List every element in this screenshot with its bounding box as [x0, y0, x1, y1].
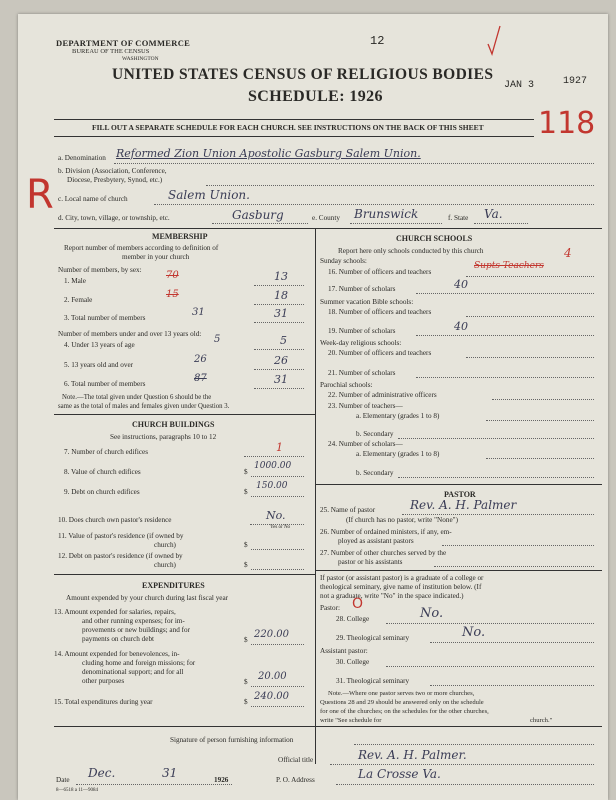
q9-line — [251, 496, 304, 497]
date-month: Dec. — [88, 766, 116, 780]
q3-struck: 31 — [192, 307, 205, 318]
q5-line — [254, 369, 304, 370]
division-line — [206, 185, 594, 186]
graduate-text-2: theological seminary, give name of institution below. (If — [320, 583, 482, 591]
q16-label: 16. Number of officers and teachers — [328, 268, 432, 276]
q14-label-4: other purposes — [82, 677, 125, 685]
state-value: Va. — [484, 207, 503, 221]
q26-label-2: ployed as assistant pastors — [338, 537, 414, 545]
q25-hint: (If church has no pastor, write "None") — [346, 516, 458, 524]
pastor-note: Note.—Where one pastor serves two or more churches, — [328, 690, 475, 697]
membership-note-2: same as the total of males and females given under Question 3. — [58, 403, 230, 410]
q21-line — [416, 377, 594, 378]
q24b-label: b. Secondary — [356, 469, 394, 477]
county-line — [350, 223, 442, 224]
membership-intro: Report number of members according to definition of — [64, 244, 219, 252]
date-day: 31 — [162, 766, 178, 780]
q13-dollar: $ — [244, 636, 248, 644]
schedule-title: SCHEDULE: 1926 — [248, 88, 383, 105]
membership-note: Note.—The total given under Question 6 should be the — [62, 394, 212, 401]
city-town-line — [212, 223, 308, 224]
vacation-schools-label: Summer vacation Bible schools: — [320, 298, 414, 306]
city-town-label: d. City, town, village, or township, etc. — [58, 214, 170, 222]
q28-value: No. — [420, 606, 444, 621]
q6-value: 31 — [274, 373, 288, 386]
q17-label: 17. Number of scholars — [328, 285, 396, 293]
q23-label: 23. Number of teachers— — [328, 402, 403, 410]
q16-line — [466, 276, 594, 277]
q3-value: 31 — [274, 307, 288, 320]
q16-value: Supts Teachers — [474, 261, 544, 271]
buildings-title: CHURCH BUILDINGS — [132, 420, 215, 429]
q13-label-4: payments on church debt — [82, 635, 155, 643]
date-year: 1926 — [214, 776, 229, 784]
assistant-pastor-label: Assistant pastor: — [320, 647, 368, 655]
schools-title: CHURCH SCHOOLS — [396, 234, 473, 243]
check-mark-icon — [484, 22, 504, 62]
q15-value: 240.00 — [254, 691, 289, 702]
age-heading: Number of members under and over 13 years old: — [58, 330, 202, 338]
q19-label: 19. Number of scholars — [328, 327, 396, 335]
po-address-value: La Crosse Va. — [358, 767, 441, 781]
q12-line — [251, 569, 304, 570]
form-code: 8—6518 a 11—9084 — [56, 788, 99, 793]
q13-label-3: provements or new buildings; and for — [82, 626, 190, 634]
expenditures-intro: Amount expended by your church during last fiscal year — [66, 594, 229, 602]
q30-label: 30. College — [336, 658, 370, 666]
q4-value: 5 — [280, 334, 287, 347]
q4-struck: 5 — [214, 334, 221, 345]
q5-label: 5. 13 years old and over — [64, 361, 134, 369]
q26-label: 26. Number of ordained ministers, if any, em- — [320, 528, 452, 536]
q11-label: 11. Value of pastor's residence (if owned by — [58, 532, 184, 540]
q15-line — [251, 706, 304, 707]
denomination-value: Reformed Zion Union Apostolic Gasburg Salem Union. — [116, 147, 421, 160]
q14-label-3: denominational support; and for all — [82, 668, 184, 676]
q28-label: 28. College — [336, 615, 370, 623]
q29-line — [430, 642, 594, 643]
q6-struck: 87 — [194, 373, 207, 384]
q24-label: 24. Number of scholars— — [328, 440, 403, 448]
q27-label-2: pastor or his assistants — [338, 558, 403, 566]
division-label: b. Division (Association, Conference, — [58, 167, 167, 175]
date-label: Date — [56, 776, 70, 784]
q21-label: 21. Number of scholars — [328, 369, 396, 377]
q9-dollar: $ — [244, 488, 248, 496]
q1-label: 1. Male — [64, 277, 86, 285]
pastor-sub-label: Pastor: — [320, 604, 340, 612]
county-value: Brunswick — [354, 207, 419, 221]
q30-line — [386, 666, 594, 667]
membership-intro-2: member in your church — [122, 253, 190, 261]
q1-struck: 70 — [166, 270, 179, 281]
q23b-label: b. Secondary — [356, 430, 394, 438]
pastor-note-5: church." — [530, 717, 553, 724]
q29-value: No. — [462, 625, 486, 640]
q4-label: 4. Under 13 years of age — [64, 341, 135, 349]
bureau-label: BUREAU OF THE CENSUS — [72, 48, 150, 55]
q7-value: 1 — [276, 441, 283, 454]
pastor-top-rule — [315, 484, 602, 485]
signature-label: Signature of person furnishing information — [170, 736, 294, 744]
q10-label: 10. Does church own pastor's residence — [58, 516, 172, 524]
q14-label-2: cluding home and foreign missions; for — [82, 659, 196, 667]
q22-label: 22. Number of administrative officers — [328, 391, 437, 399]
q19-value: 40 — [454, 320, 468, 333]
q2-value: 18 — [274, 289, 288, 302]
local-name-label: c. Local name of church — [58, 195, 128, 203]
q29-label: 29. Theological seminary — [336, 634, 410, 642]
q23a-label: a. Elementary (grades 1 to 8) — [356, 412, 440, 420]
po-address-line — [336, 784, 594, 785]
q13-line — [251, 644, 304, 645]
q27-line — [434, 566, 594, 567]
q25-value: Rev. A. H. Palmer — [410, 498, 517, 512]
division-label-2: Diocese, Presbytery, Synod, etc.) — [67, 176, 163, 184]
q6-line — [254, 388, 304, 389]
denomination-label: a. Denomination — [58, 154, 106, 162]
q15-label: 15. Total expenditures during year — [54, 698, 153, 706]
q1-line — [254, 285, 304, 286]
table-top-rule — [54, 228, 602, 229]
q13-value: 220.00 — [254, 629, 289, 640]
q31-line — [430, 685, 594, 686]
q25-line — [402, 514, 594, 515]
expenditures-top-rule — [54, 574, 315, 575]
q8-label: 8. Value of church edifices — [64, 468, 141, 476]
q14-line — [251, 686, 304, 687]
q24a-label: a. Elementary (grades 1 to 8) — [356, 450, 440, 458]
q25-label: 25. Name of pastor — [320, 506, 376, 514]
q5-struck: 26 — [194, 354, 207, 365]
q10-hint: Yes or No — [270, 525, 291, 530]
q13-label: 13. Amount expended for salaries, repairs, — [54, 608, 176, 616]
q4-line — [254, 349, 304, 350]
date-line — [76, 784, 232, 785]
q11-line — [251, 549, 304, 550]
by-sex-label: Number of members, by sex: — [58, 266, 142, 274]
q18-line — [466, 316, 594, 317]
q12-label-2: church) — [154, 561, 176, 569]
instruction-divider — [54, 136, 534, 137]
signature-line — [354, 744, 594, 745]
official-title-line — [330, 764, 594, 765]
q10-value: No. — [266, 509, 286, 522]
po-address-label: P. O. Address — [276, 776, 315, 784]
q15-dollar: $ — [244, 698, 248, 706]
q20-label: 20. Number of officers and teachers — [328, 349, 432, 357]
q14-value: 20.00 — [258, 671, 287, 682]
q19-line — [416, 335, 594, 336]
q8-line — [251, 476, 304, 477]
q18-label: 18. Number of officers and teachers — [328, 308, 432, 316]
q17-line — [416, 293, 594, 294]
sunday-schools-label: Sunday schools: — [320, 257, 367, 265]
received-date-stamp: JAN 3 — [504, 80, 535, 91]
q12-dollar: $ — [244, 561, 248, 569]
q1-value: 13 — [274, 270, 288, 283]
q3-line — [254, 322, 304, 323]
membership-title: MEMBERSHIP — [152, 232, 208, 241]
graduate-text-3: not a graduate, write "No" in the space indicated.) — [320, 592, 464, 600]
graduate-top-rule — [315, 570, 602, 571]
q23a-line — [486, 420, 594, 421]
department-label: DEPARTMENT OF COMMERCE — [56, 38, 191, 48]
state-line — [474, 223, 528, 224]
column-divider — [315, 228, 316, 764]
city-label: WASHINGTON — [122, 56, 159, 62]
denomination-line — [114, 163, 594, 164]
q5-value: 26 — [274, 354, 288, 367]
weekday-schools-label: Week-day religious schools: — [320, 339, 402, 347]
pastor-note-4: write "See schedule for — [320, 717, 382, 724]
q23b-line — [398, 438, 594, 439]
q6-label: 6. Total number of members — [64, 380, 146, 388]
official-title-label: Official title — [278, 756, 314, 764]
form-number: 118 — [538, 106, 596, 141]
red-r-mark: R — [26, 172, 54, 218]
local-name-value: Salem Union. — [168, 188, 250, 202]
q27-label: 27. Number of other churches served by the — [320, 549, 447, 557]
q2-struck: 15 — [166, 289, 179, 300]
pastor-note-2: Questions 28 and 29 should be answered only on the schedule — [320, 699, 484, 706]
pastor-note-3: for one of the churches; on the schedules for the other churches, — [320, 708, 489, 715]
graduate-text: If pastor (or assistant pastor) is a graduate of a college or — [320, 574, 484, 582]
q2-line — [254, 304, 304, 305]
serial-number: 12 — [370, 34, 385, 48]
q9-value: 150.00 — [256, 481, 288, 491]
q11-label-2: church) — [154, 541, 176, 549]
county-label: e. County — [312, 214, 340, 222]
q26-line — [442, 545, 594, 546]
local-name-line — [154, 204, 594, 205]
header-divider — [54, 119, 534, 120]
parochial-schools-label: Parochial schools: — [320, 381, 373, 389]
expenditures-title: EXPENDITURES — [142, 581, 205, 590]
q20-line — [466, 357, 594, 358]
q3-label: 3. Total number of members — [64, 314, 146, 322]
q8-dollar: $ — [244, 468, 248, 476]
q31-label: 31. Theological seminary — [336, 677, 410, 685]
instruction-line: FILL OUT A SEPARATE SCHEDULE FOR EACH CHURCH. SEE INSTRUCTIONS ON THE BACK OF THIS SHEET — [92, 123, 484, 132]
q9-label: 9. Debt on church edifices — [64, 488, 140, 496]
q8-value: 1000.00 — [254, 461, 292, 471]
q7-line — [244, 456, 304, 457]
q12-label: 12. Debt on pastor's residence (if owned by — [58, 552, 183, 560]
q16-number: 4 — [564, 246, 572, 260]
city-town-value: Gasburg — [232, 208, 284, 222]
q28-line — [386, 623, 594, 624]
census-form-sheet — [18, 14, 608, 800]
buildings-intro: See instructions, paragraphs 10 to 12 — [110, 433, 217, 441]
schools-intro: Report here only schools conducted by this church — [338, 247, 484, 255]
q13-label-2: and other running expenses; for im- — [82, 617, 185, 625]
form-title: UNITED STATES CENSUS OF RELIGIOUS BODIES — [112, 66, 494, 83]
q7-label: 7. Number of church edifices — [64, 448, 149, 456]
official-title-value: Rev. A. H. Palmer. — [358, 748, 467, 762]
q24a-line — [486, 458, 594, 459]
state-label: f. State — [448, 214, 469, 222]
q2-label: 2. Female — [64, 296, 93, 304]
pastor-title: PASTOR — [444, 490, 476, 499]
q17-value: 40 — [454, 278, 468, 291]
received-year-stamp: 1927 — [563, 76, 588, 87]
buildings-top-rule — [54, 414, 315, 415]
q14-dollar: $ — [244, 678, 248, 686]
q14-label: 14. Amount expended for benevolences, in- — [54, 650, 180, 658]
pastor-red-mark: O — [352, 596, 364, 612]
footer-top-rule — [54, 726, 602, 727]
q11-dollar: $ — [244, 541, 248, 549]
q22-line — [492, 399, 594, 400]
q24b-line — [398, 477, 594, 478]
